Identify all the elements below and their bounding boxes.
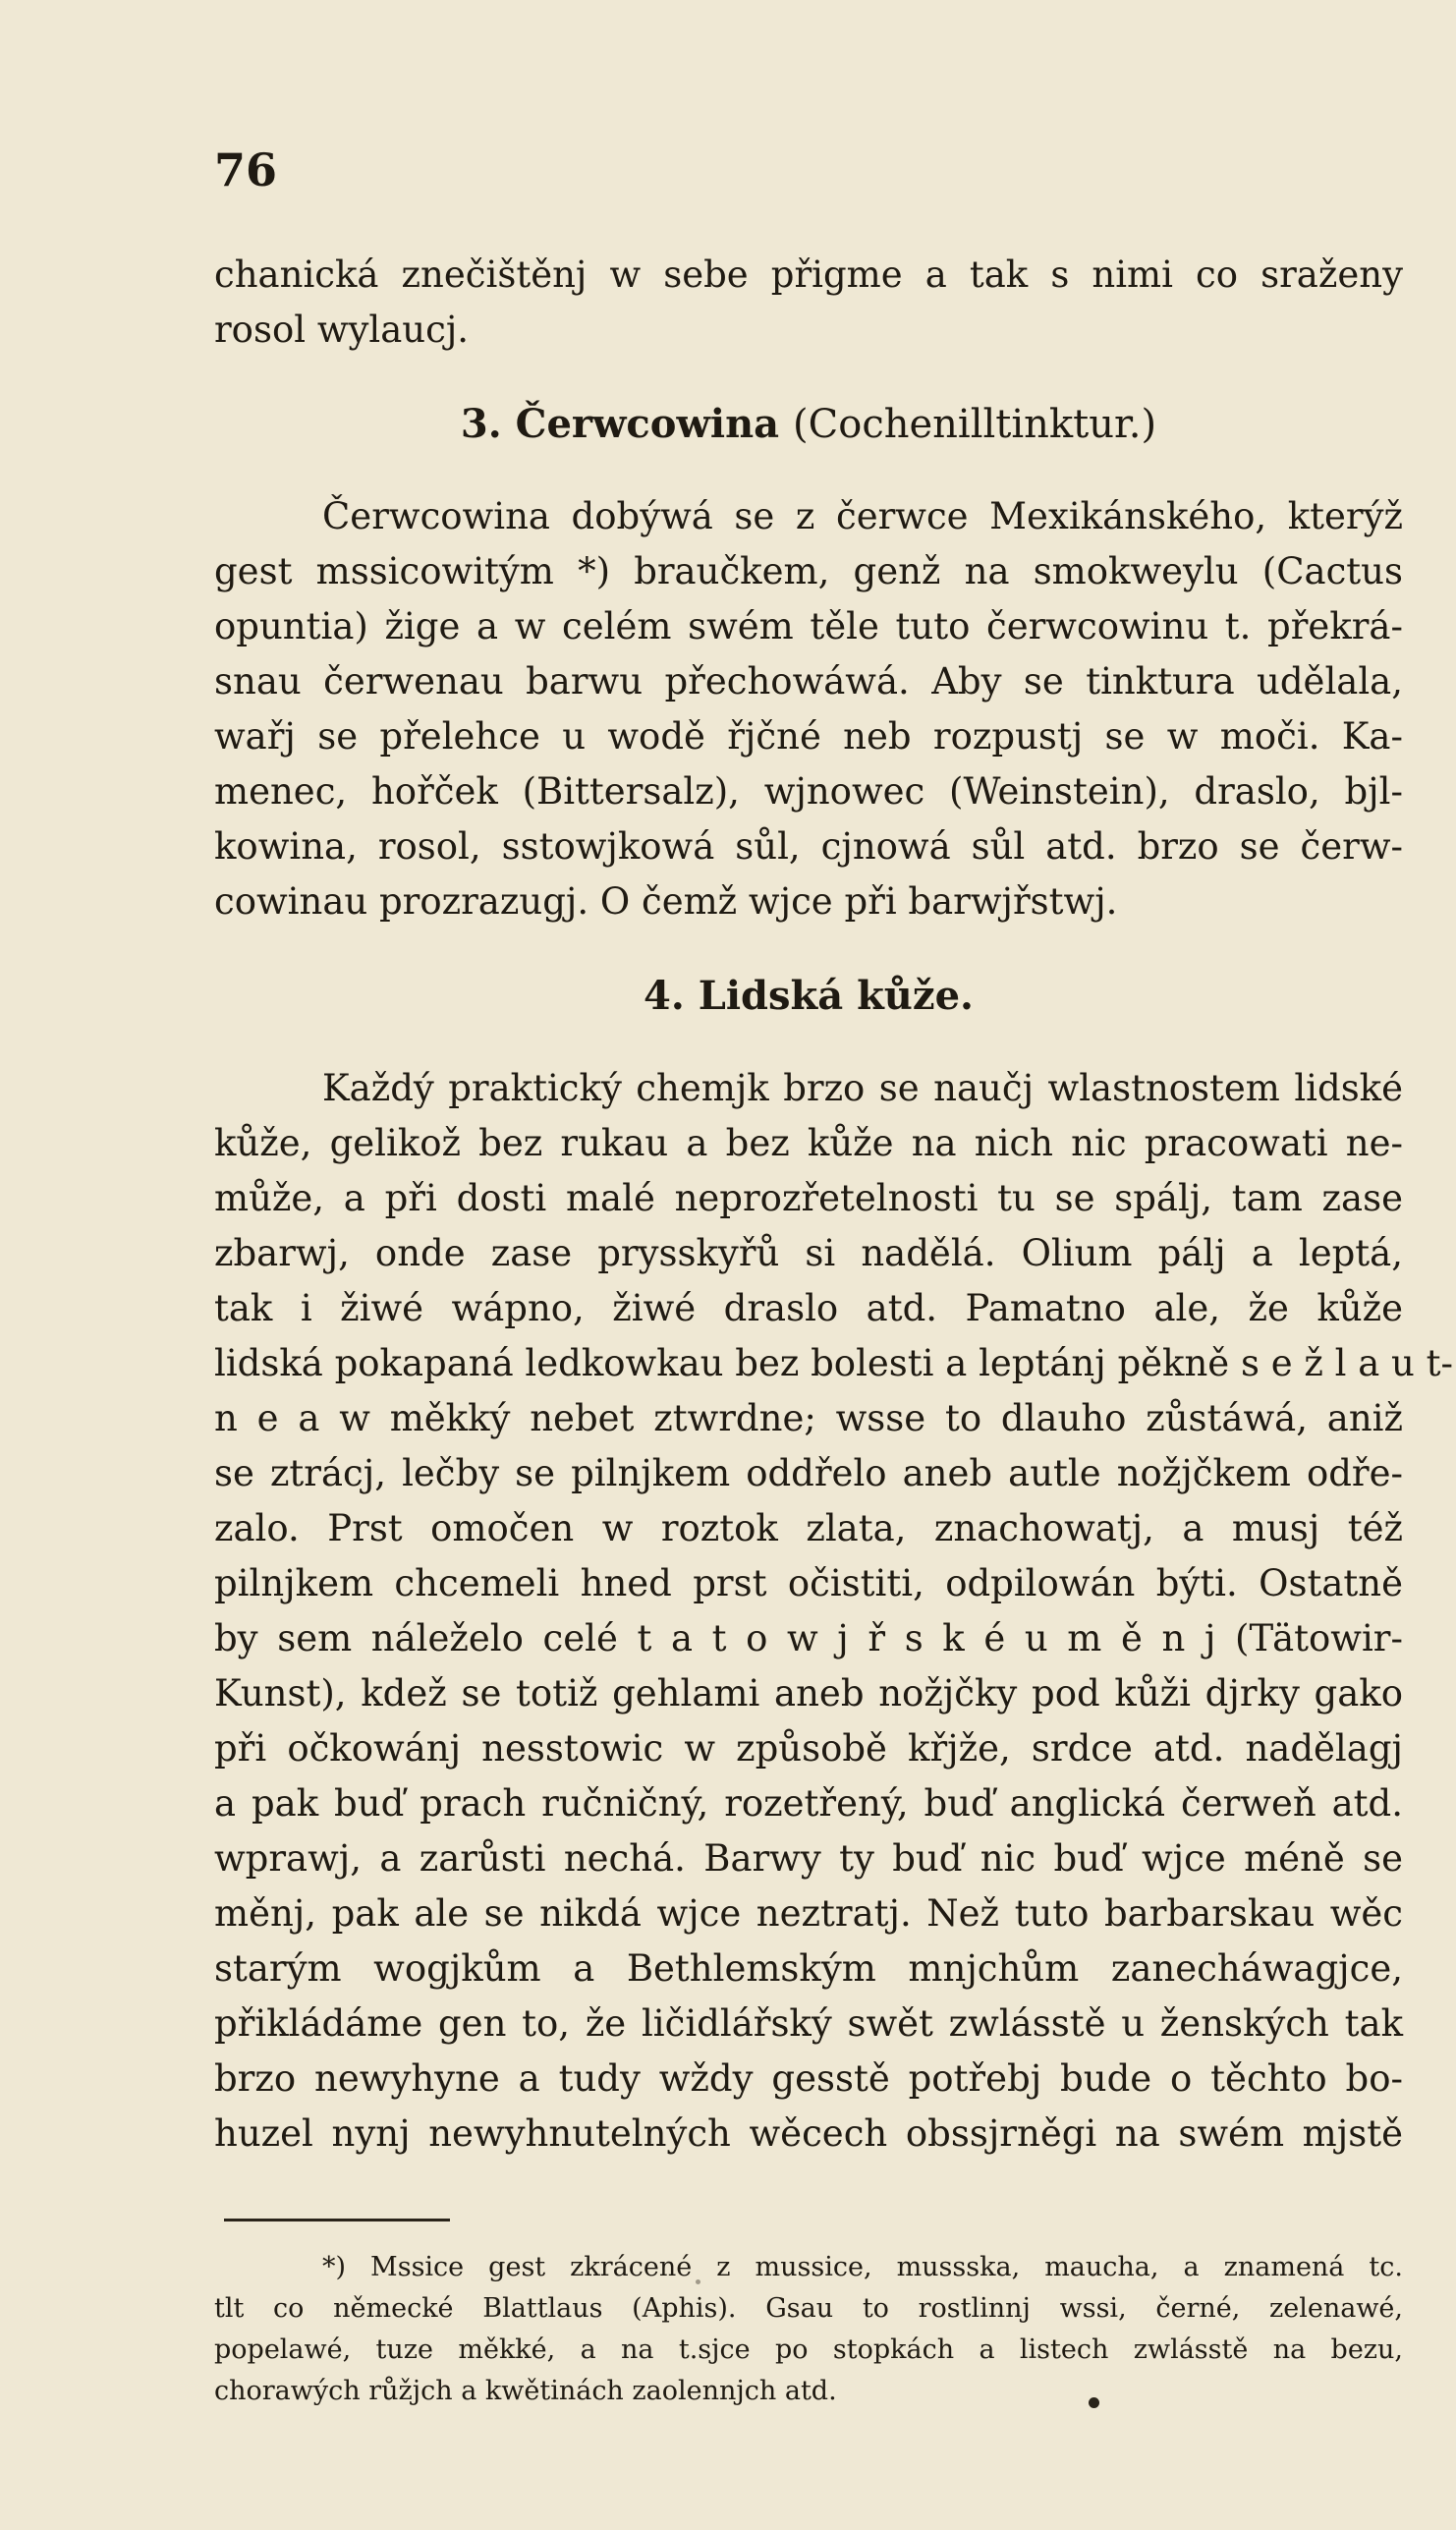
ink-speck: [1089, 2397, 1099, 2408]
page-content: [214, 143, 1453, 2412]
section-3-paragraph: [214, 489, 1403, 929]
text-line: zbarwj, onde zase prysskyřů si nadělá. Olium pálj a leptá,: [214, 1232, 1403, 1274]
section-4-title: Lidská kůže.: [698, 973, 974, 1019]
footnote-line: popelawé, tuze měkké, a na t.sjce po stopkách a listech zwlásstě na bezu,: [214, 2334, 1403, 2365]
text-line: kůže, gelikož bez rukau a bez kůže na nich nic pracowati ne-: [214, 1122, 1403, 1164]
footnote-line: tlt co německé Blattlaus (Aphis). Gsau to rostlinnj wssi, černé, zelenawé,: [214, 2293, 1403, 2324]
footnote-divider: [224, 2219, 450, 2221]
text-line: rosol wylaucj.: [214, 309, 470, 351]
intro-paragraph: [214, 248, 1403, 358]
text-line: huzel nynj newyhnutelných wěcech obssjrněgi na swém mjstě: [214, 2112, 1403, 2155]
text-line: a pak buď prach ručničný, rozetřený, buď anglická čerweň atd.: [214, 1782, 1403, 1825]
text-line: přikládáme gen to, že ličidlářský swět zwlásstě u ženských tak: [214, 2002, 1403, 2045]
ink-speck: [696, 2279, 700, 2284]
text-line: pilnjkem chcemeli hned prst očistiti, odpilowán býti. Ostatně: [214, 1562, 1403, 1604]
text-line: menec, hořček (Bittersalz), wjnowec (Weinstein), draslo, bjl-: [214, 770, 1403, 813]
text-line: opuntia) žige a w celém swém těle tuto čerwcowinu t. překrá-: [214, 605, 1403, 647]
text-line: lidská pokapaná ledkowkau bez bolesti a leptánj pěkně s e ž l a u t-: [214, 1342, 1453, 1384]
section-3-number: 3.: [460, 401, 502, 447]
text-line: cowinau prozrazugj. O čemž wjce při barwjřstwj.: [214, 880, 1118, 923]
section-3-heading: [214, 395, 1403, 454]
text-line: chanická znečištěnj w sebe přigme a tak s nimi co sraženy: [214, 253, 1403, 296]
text-line: se ztrácj, lečby se pilnjkem oddřelo aneb autle nožjčkem odře-: [214, 1452, 1403, 1494]
text-line: Kunst), kdež se totiž gehlami aneb nožjčky pod kůži djrky gako: [214, 1672, 1403, 1715]
footnote-line: chorawých růžjch a kwětinách zaolennjch atd.: [214, 2376, 837, 2406]
text-line: wprawj, a zarůsti nechá. Barwy ty buď nic buď wjce méně se: [214, 1837, 1403, 1880]
text-line: n e a w měkký nebet ztwrdne; wsse to dlauho zůstáwá, aniž: [214, 1397, 1403, 1439]
section-4-heading: [214, 967, 1403, 1026]
text-line: může, a při dosti malé neprozřetelnosti tu se spálj, tam zase: [214, 1177, 1403, 1219]
text-line: snau čerwenau barwu přechowáwá. Aby se tinktura udělala,: [214, 660, 1403, 703]
text-line: by sem náleželo celé t a t o w j ř s k é u m ě n j (Tätowir-: [214, 1617, 1403, 1659]
text-line: při očkowánj nesstowic w způsobě křjže, srdce atd. nadělagj: [214, 1727, 1403, 1770]
text-line: měnj, pak ale se nikdá wjce neztratj. Než tuto barbarskau wěc: [214, 1892, 1403, 1935]
section-4-number: 4.: [644, 973, 685, 1019]
page-number: 76: [214, 143, 278, 197]
text-line: kowina, rosol, sstowjkowá sůl, cjnowá sůl atd. brzo se čerw-: [214, 825, 1403, 868]
text-line: gest mssicowitým *) braučkem, genž na smokweylu (Cactus: [214, 550, 1403, 592]
section-3-title: Čerwcowina: [515, 401, 780, 447]
text-line: zalo. Prst omočen w roztok zlata, znachowatj, a musj též: [214, 1507, 1403, 1549]
text-line: Každý praktický chemjk brzo se naučj wlastnostem lidské: [322, 1067, 1403, 1109]
text-line: brzo newyhyne a tudy wždy gesstě potřebj bude o těchto bo-: [214, 2057, 1403, 2100]
text-line: tak i žiwé wápno, žiwé draslo atd. Pamatno ale, že kůže: [214, 1287, 1403, 1329]
text-line: starým wogjkům a Bethlemským mnjchům zanecháwagjce,: [214, 1947, 1403, 1990]
footnote: [214, 2247, 1403, 2412]
section-4-paragraph: [214, 1061, 1453, 2162]
footnote-line: *) Mssice gest zkrácené z mussice, mussska, maucha, a znamená tc.: [322, 2252, 1403, 2282]
text-line: wařj se přelehce u wodě řjčné neb rozpustj se w moči. Ka-: [214, 715, 1403, 758]
section-3-subtitle: (Cochenilltinktur.): [793, 402, 1157, 447]
text-line: Čerwcowina dobýwá se z čerwce Mexikánského, kterýž: [322, 495, 1403, 537]
